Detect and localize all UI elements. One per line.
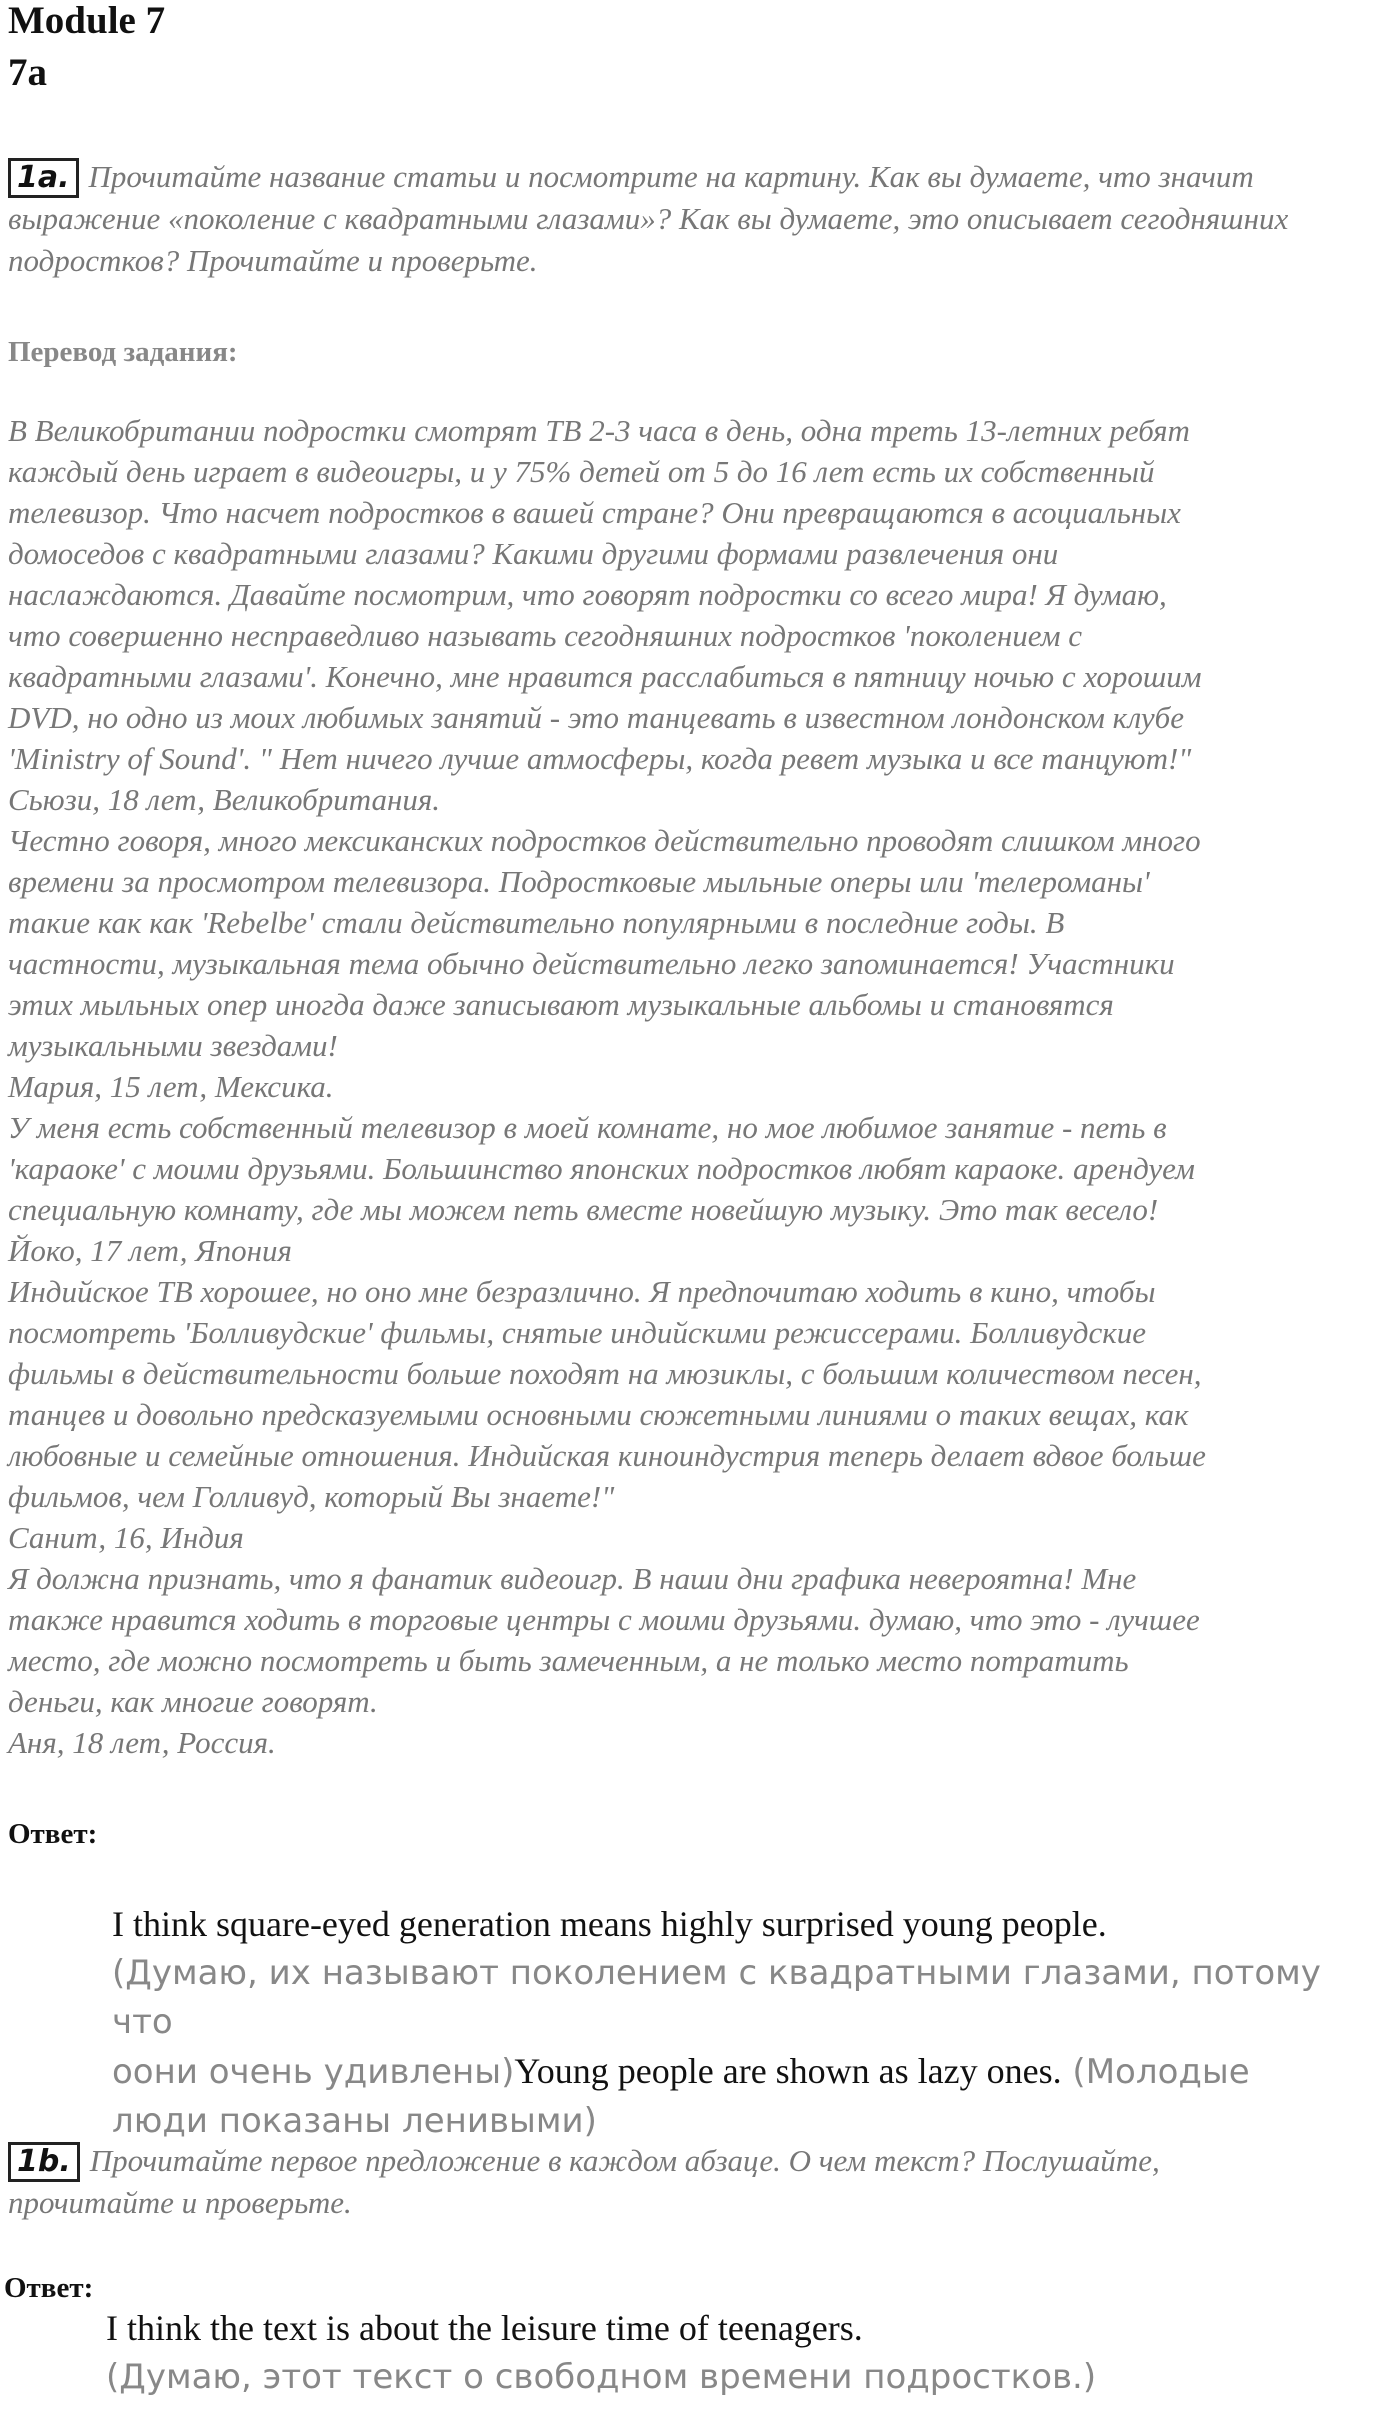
answer-1a-line-3-ru: оони очень удивлены) — [112, 2052, 515, 2092]
translation-line: этих мыльных опер иногда даже записывают музыкальные альбомы и становятся — [8, 987, 1114, 1022]
answer-1b-label: Ответ: — [4, 2272, 94, 2304]
translation-line: специальную комнату, где мы можем петь вместе новейшую музыку. Это так весело! — [8, 1192, 1159, 1227]
translation-line: фильмы в действительности больше походят на мюзиклы, с большим количеством песен, — [8, 1356, 1202, 1391]
answer-1a-line-3 — [112, 2047, 1392, 2097]
translation-line: квадратными глазами'. Конечно, мне нравится расслабиться в пятницу ночью с хорошим — [8, 659, 1202, 694]
translation-line: каждый день играет в видеоигры, и у 75% детей от 5 до 16 лет есть их собственный — [8, 454, 1155, 489]
translation-line: Аня, 18 лет, Россия. — [8, 1725, 276, 1760]
translation-text — [8, 410, 1392, 1763]
task-1a-badge: 1a. — [8, 158, 79, 198]
task-1b-instruction-line-1: Прочитайте первое предложение в каждом абзаце. О чем текст? Послушайте, — [89, 2143, 1160, 2178]
translation-line: Йоко, 17 лет, Япония — [8, 1233, 292, 1268]
answer-1a-line-2: (Думаю, их называют поколением с квадратными глазами, потому что — [112, 1953, 1321, 2042]
translation-line: DVD, но одно из моих любимых занятий - это танцевать в известном лондонском клубе — [8, 700, 1184, 735]
translation-line: танцев и довольно предсказуемыми основными сюжетными линиями о таких вещах, как — [8, 1397, 1189, 1432]
translation-line: У меня есть собственный телевизор в моей комнате, но мое любимое занятие - петь в — [8, 1110, 1167, 1145]
translation-line: такие как как 'Rebelbe' стали действительно популярными в последние годы. В — [8, 905, 1065, 940]
translation-line: любовные и семейные отношения. Индийская киноиндустрия теперь делает вдвое больше — [8, 1438, 1206, 1473]
answer-1b-en: I think the text is about the leisure time of teenagers. — [106, 2308, 863, 2348]
translation-line: Честно говоря, много мексиканских подростков действительно проводят слишком много — [8, 823, 1201, 858]
answer-1a-line-4: люди показаны ленивыми) — [112, 2101, 597, 2141]
translation-line: телевизор. Что насчет подростков в вашей стране? Они превращаются в асоциальных — [8, 495, 1181, 530]
task-1b-badge: 1b. — [8, 2142, 80, 2182]
answer-1a-label: Ответ: — [8, 1818, 98, 1850]
answer-1b — [106, 2304, 1392, 2402]
translation-line: домоседов с квадратными глазами? Какими другими формами развлечения они — [8, 536, 1059, 571]
translation-line: посмотреть 'Болливудские' фильмы, снятые индийскими режиссерами. Болливудские — [8, 1315, 1146, 1350]
translation-line: место, где можно посмотреть и быть замеченным, а не только место потратить — [8, 1643, 1129, 1678]
answer-1a-line-3-en: Young people are shown as lazy ones. — [514, 2051, 1062, 2091]
translation-line: музыкальными звездами! — [8, 1028, 338, 1063]
translation-line: 'караоке' с моими друзьями. Большинство японских подростков любят караоке. арендуем — [8, 1151, 1195, 1186]
answer-1a — [112, 1900, 1392, 2146]
translation-line: Индийское ТВ хорошее, но оно мне безразлично. Я предпочитаю ходить в кино, чтобы — [8, 1274, 1156, 1309]
translation-line: Мария, 15 лет, Мексика. — [8, 1069, 334, 1104]
translation-line: 'Ministry of Sound'. " Нет ничего лучше атмосферы, когда ревет музыка и все танцуют!" — [8, 741, 1192, 776]
translation-line: также нравится ходить в торговые центры с моими друзьями. думаю, что это - лучшее — [8, 1602, 1200, 1637]
translation-label: Перевод задания: — [8, 336, 238, 368]
section-title: 7a — [8, 51, 47, 94]
answer-1a-line-3-ru2: (Молодые — [1061, 2052, 1250, 2092]
translation-line: деньги, как многие говорят. — [8, 1684, 378, 1719]
translation-line: В Великобритании подростки смотрят ТВ 2-3 часа в день, одна треть 13-летних ребят — [8, 413, 1190, 448]
translation-line: Я должна признать, что я фанатик видеоигр. В наши дни графика невероятна! Мне — [8, 1561, 1137, 1596]
task-1a-instruction: Прочитайте название статьи и посмотрите на картину. Как вы думаете, что значит выражение «поколение с квадратными глазами»? Как вы думаете, это описывает сегодняшних подростков? Прочитайте и проверьте. — [8, 159, 1289, 278]
translation-line: наслаждаются. Давайте посмотрим, что говорят подростки со всего мира! Я думаю, — [8, 577, 1167, 612]
translation-line: Сьюзи, 18 лет, Великобритания. — [8, 782, 441, 817]
translation-line: частности, музыкальная тема обычно действительно легко запоминается! Участники — [8, 946, 1175, 981]
task-1b-instruction-line-2: прочитайте и проверьте. — [8, 2185, 352, 2220]
task-1a-instruction-block — [8, 156, 1392, 282]
translation-line: Санит, 16, Индия — [8, 1520, 244, 1555]
answer-1b-ru: (Думаю, этот текст о свободном времени подростков.) — [106, 2357, 1097, 2397]
task-1b-instruction-block — [8, 2140, 1392, 2224]
translation-line: времени за просмотром телевизора. Подростковые мыльные оперы или 'телероманы' — [8, 864, 1150, 899]
module-title: Module 7 — [8, 0, 166, 42]
translation-line: фильмов, чем Голливуд, который Вы знаете!" — [8, 1479, 615, 1514]
translation-line: что совершенно несправедливо называть сегодняшних подростков 'поколением с — [8, 618, 1083, 653]
answer-1a-line-1: I think square-eyed generation means highly surprised young people. — [112, 1904, 1107, 1944]
